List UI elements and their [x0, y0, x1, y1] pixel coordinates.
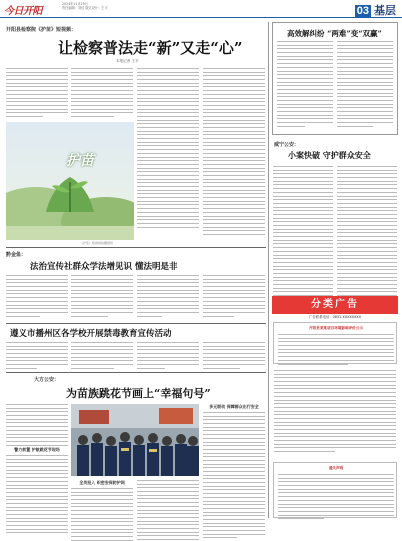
sidebar-col-1	[277, 41, 333, 130]
lead-body-col-2	[71, 68, 133, 120]
section-rule-3	[6, 372, 266, 373]
issue-date: 2024年11月29日	[62, 2, 88, 6]
story2-col-3	[137, 275, 199, 319]
sidebar-col-2	[337, 41, 393, 130]
lead-body-col-4	[203, 68, 265, 238]
section-rule-1	[6, 247, 266, 248]
classified-ads-banner: 分类广告	[272, 296, 398, 314]
page-number-value: 03	[356, 5, 369, 17]
ad-notice-1-body	[278, 334, 394, 367]
story3-col-2	[71, 342, 133, 372]
issue-info	[62, 2, 108, 10]
masthead	[0, 0, 402, 18]
story4-col-2	[71, 488, 133, 541]
story4-kicker: 大方公安：	[34, 377, 60, 383]
ads-phone: 广告联系电话：0851-XXXXXXXX	[308, 315, 362, 319]
section-rule-2	[6, 323, 266, 324]
story4-col-1a	[6, 404, 68, 448]
lead-kicker: 开阳县检察院《护苗》短视频：	[6, 27, 77, 33]
story2-col-2	[71, 275, 133, 319]
lead-byline: 本报记者 王平	[116, 59, 139, 63]
story2-kicker: 黔金鱼：	[6, 252, 27, 258]
column-right-col-1	[273, 166, 333, 314]
story4-col-4	[203, 412, 265, 541]
lead-photo-caption: 《护苗》短视频拍摄现场	[80, 241, 114, 245]
story3-col-1	[6, 342, 68, 372]
story3-col-4	[203, 342, 265, 372]
story4-photo-image	[71, 404, 199, 476]
ad-notice-2	[273, 462, 397, 518]
column-right-headline: 小案快破 守护群众安全	[288, 150, 371, 160]
story4-headline: 为苗族跳花节画上“幸福句号”	[66, 387, 211, 400]
story4-subhead-3: 多元联动 保障群众出行安全	[209, 404, 259, 409]
story3-headline: 遵义市播州区各学校开展禁毒教育宣传活动	[10, 329, 172, 339]
ad-notice-1-title: 开阳县某某项目环境影响评价公示	[309, 326, 363, 330]
lead-photo	[6, 122, 134, 240]
lead-photo-title: 护苗	[66, 153, 94, 169]
section-name: 基层	[374, 5, 396, 17]
lead-body-col-1	[6, 68, 68, 120]
lead-headline: 让检察普法走“新”又走“心”	[58, 39, 243, 57]
page-number	[355, 2, 396, 18]
lead-photo-image	[6, 122, 134, 240]
lead-body-col-3	[137, 68, 199, 230]
story2-col-1	[6, 275, 68, 319]
ad-notice-1	[273, 322, 397, 364]
story4-photo	[71, 404, 199, 476]
story4-subhead-2: 全员投入 织密安保防护网	[79, 480, 125, 485]
editor-credit: 责任编辑：刘佳 版式设计：王平	[62, 6, 108, 10]
newspaper-logo: 今日开阳	[4, 6, 42, 17]
column-right-kicker: 威宁公安：	[274, 142, 300, 148]
story4-col-3	[137, 480, 199, 541]
sidebar-box	[272, 22, 398, 135]
ad-notice-2-body	[278, 474, 394, 522]
ad-text-block	[274, 370, 396, 455]
sidebar-headline: 高效解纠纷 “两难”变“双赢”	[287, 29, 382, 38]
story4-col-1b	[6, 455, 68, 536]
ad-notice-2-title: 遗失声明	[328, 466, 344, 470]
column-divider	[268, 22, 269, 518]
story2-headline: 法治宣传社群众学法增见识 懂法明是非	[30, 262, 178, 272]
story3-col-3	[137, 342, 199, 372]
column-right-col-2	[337, 166, 397, 314]
story4-subhead-1: 警力前置 护航跳花节现场	[14, 447, 60, 452]
story2-col-4	[203, 275, 265, 319]
